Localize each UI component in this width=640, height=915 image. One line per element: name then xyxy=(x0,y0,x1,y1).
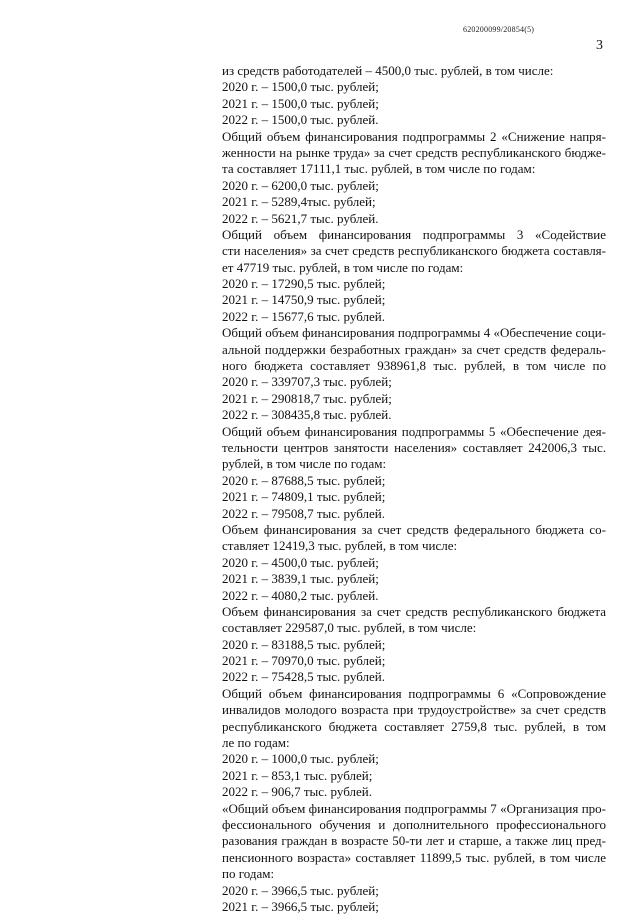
text-line: 2021 г. – 853,1 тыс. рублей; xyxy=(222,767,373,783)
text-line: 2022 г. – 75428,5 тыс. рублей. xyxy=(222,669,385,685)
text-line: «Общий объем финансирования подпрограммы 7 «Организация про- xyxy=(222,800,606,816)
text-line: 2020 г. – 83188,5 тыс. рублей; xyxy=(222,636,386,652)
text-line: Общий объем финансирования подпрограммы 3 «Содействие xyxy=(222,226,606,242)
text-line: 2021 г. – 3966,5 тыс. рублей; xyxy=(222,898,379,914)
text-line: ставляет 12419,3 тыс. рублей, в том числе: xyxy=(222,538,458,554)
text-line: 2020 г. – 1000,0 тыс. рублей; xyxy=(222,751,379,767)
text-line: по годам: xyxy=(222,866,275,882)
text-line: 2020 г. – 4500,0 тыс. рублей; xyxy=(222,554,379,570)
text-line: 2021 г. – 290818,7 тыс. рублей; xyxy=(222,390,392,406)
text-line: из средств работодателей – 4500,0 тыс. рублей, в том числе: xyxy=(222,63,554,78)
text-line: Общий объем финансирования подпрограммы 5 «Обеспечение дея- xyxy=(222,423,606,439)
text-line: рублей, в том числе по годам: xyxy=(222,456,387,472)
text-line: 2022 г. – 15677,6 тыс. рублей. xyxy=(222,308,385,324)
text-line: 2022 г. – 906,7 тыс. рублей. xyxy=(222,784,372,800)
document-code: 620200099/20854(5) xyxy=(463,25,535,34)
text-line: 2020 г. – 339707,3 тыс. рублей; xyxy=(222,374,392,390)
text-line: фессионального обучения и дополнительного профессионального xyxy=(222,816,606,832)
text-line: 2021 г. – 74809,1 тыс. рублей; xyxy=(222,489,386,505)
text-line: 2021 г. – 1500,0 тыс. рублей; xyxy=(222,95,379,111)
text-line: ле по годам: xyxy=(222,735,290,751)
text-line: ет 47719 тыс. рублей, в том числе по годам: xyxy=(222,259,464,275)
text-line: 2021 г. – 14750,9 тыс. рублей; xyxy=(222,292,386,308)
text-line: Объем финансирования за счет средств федерального бюджета со- xyxy=(222,521,606,537)
text-line: 2022 г. – 4080,2 тыс. рублей. xyxy=(222,587,379,603)
text-line: 2022 г. – 5621,7 тыс. рублей. xyxy=(222,210,379,226)
text-line: 2020 г. – 17290,5 тыс. рублей; xyxy=(222,276,386,292)
text-line: 2021 г. – 5289,4тыс. рублей; xyxy=(222,194,376,210)
text-line: разования граждан в возрасте 50-ти лет и старше, а также лиц пред- xyxy=(222,833,606,849)
text-line: инвалидов молодого возраста при трудоустройстве» за счет средств xyxy=(222,702,606,718)
text-line: 2022 г. – 308435,8 тыс. рублей. xyxy=(222,407,392,423)
text-line: 2020 г. – 6200,0 тыс. рублей; xyxy=(222,177,379,193)
text-line: Общий объем финансирования подпрограммы 6 «Сопровождение xyxy=(222,685,606,701)
text-line: ного бюджета составляет 938961,8 тыс. рублей, в том числе по xyxy=(222,358,606,374)
text-line: Общий объем финансирования подпрограммы 4 «Обеспечение соци- xyxy=(222,325,606,341)
text-line: 2020 г. – 3966,5 тыс. рублей; xyxy=(222,882,379,898)
text-line: 2022 г. – 1500,0 тыс. рублей. xyxy=(222,112,379,128)
text-line: составляет 229587,0 тыс. рублей, в том числе: xyxy=(222,620,477,636)
text-line: 2021 г. – 70970,0 тыс. рублей; xyxy=(222,653,386,669)
text-line: тельности центров занятости населения» составляет 242006,3 тыс. xyxy=(222,439,606,455)
text-line: 2020 г. – 1500,0 тыс. рублей; xyxy=(222,79,379,95)
text-line: 2021 г. – 3839,1 тыс. рублей; xyxy=(222,571,379,587)
text-line: пенсионного возраста» составляет 11899,5 тыс. рублей, в том числе xyxy=(222,849,606,865)
text-line: Общий объем финансирования подпрограммы 2 «Снижение напря- xyxy=(222,128,606,144)
text-line: женности на рынке труда» за счет средств республиканского бюдже- xyxy=(222,144,606,160)
text-line: Объем финансирования за счет средств республиканского бюджета xyxy=(222,603,606,619)
page-number: 3 xyxy=(596,38,603,53)
text-line: республиканского бюджета составляет 2759,8 тыс. рублей, в том xyxy=(222,718,606,734)
text-line: альной поддержки безработных граждан» за счет средств федераль- xyxy=(222,341,606,357)
text-line: та составляет 17111,1 тыс. рублей, в том числе по годам: xyxy=(222,161,536,177)
text-line: сти населения» за счет средств республиканского бюджета составля- xyxy=(222,243,606,259)
document-body xyxy=(222,63,606,915)
text-line: 2022 г. – 79508,7 тыс. рублей. xyxy=(222,505,385,521)
text-line: 2020 г. – 87688,5 тыс. рублей; xyxy=(222,472,386,488)
